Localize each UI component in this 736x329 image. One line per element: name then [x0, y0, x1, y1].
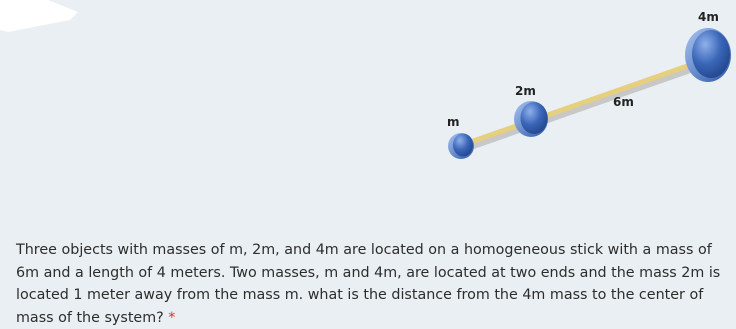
stick	[462, 57, 713, 145]
label-m: m	[447, 115, 460, 129]
stick-shadow	[462, 62, 713, 150]
label-4m: 4m	[698, 10, 719, 24]
question-text	[16, 239, 728, 329]
mass-m-ball	[448, 133, 474, 159]
mass-2m-ball	[514, 101, 548, 137]
required-asterisk: *	[168, 309, 176, 326]
decorative-shape	[0, 0, 78, 32]
mass-4m-ball	[685, 28, 731, 82]
question-body: Three objects with masses of m, 2m, and 4m are located on a homogeneous stick with a mass of 6m and a length of 4 meters. Two masses, m and 4m, are located at two ends and the mass 2m is located 1 meter away from the mass m. what is the distance from the 4m mass to the center of mass of the system?	[16, 242, 721, 326]
label-2m: 2m	[515, 84, 536, 98]
label-stick-6m: 6m	[613, 95, 634, 109]
